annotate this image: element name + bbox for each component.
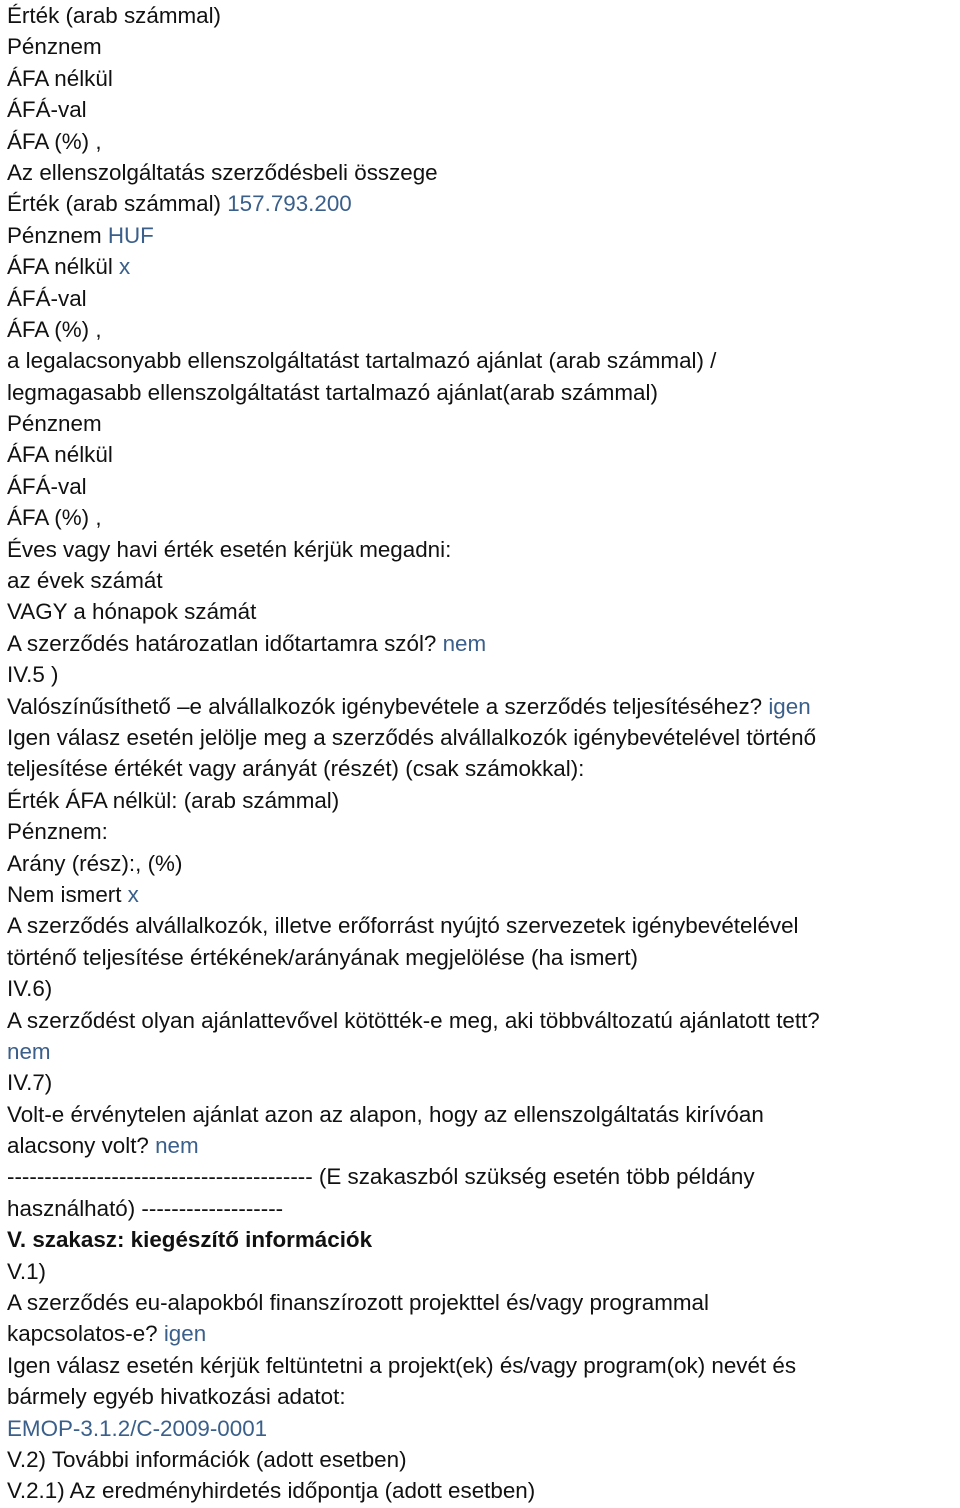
document-line — [7, 0, 957, 31]
document-line — [7, 1036, 957, 1067]
document-line — [7, 1413, 957, 1444]
line-label: használható) ------------------- — [7, 1195, 284, 1221]
line-label: Érték ÁFA nélkül: (arab számmal) — [7, 787, 340, 813]
line-value: nem — [155, 1133, 199, 1159]
line-label: Arány (rész):, (%) — [7, 850, 183, 876]
line-label: V.2.1) Az eredményhirdetés időpontja (adott esetben) — [7, 1478, 536, 1504]
document-line — [7, 1193, 957, 1224]
document-line — [7, 1005, 957, 1036]
line-label: V.1) — [7, 1258, 47, 1284]
line-label: Pénznem — [7, 411, 102, 437]
line-label: ÁFÁ-val — [7, 473, 87, 499]
document-line — [7, 659, 957, 690]
document-line — [7, 816, 957, 847]
document-line — [7, 1381, 957, 1412]
document-line — [7, 63, 957, 94]
document-line — [7, 157, 957, 188]
line-label: az évek számát — [7, 568, 163, 594]
document-line — [7, 596, 957, 627]
line-label: Valószínűsíthető –e alvállalkozók igénybevétele a szerződés teljesítéséhez? — [7, 693, 769, 719]
document-line — [7, 1256, 957, 1287]
document-line — [7, 1350, 957, 1381]
line-label: kapcsolatos-e? — [7, 1321, 164, 1347]
line-label: Igen válasz esetén kérjük feltüntetni a projekt(ek) és/vagy program(ok) nevét és — [7, 1352, 797, 1378]
line-label: Pénznem — [7, 34, 102, 60]
line-label: ÁFA nélkül — [7, 65, 113, 91]
document-line — [7, 1130, 957, 1161]
line-label: A szerződést olyan ajánlattevővel kötötték-e meg, aki többváltozatú ajánlatott tett? — [7, 1007, 820, 1033]
line-label: bármely egyéb hivatkozási adatot: — [7, 1384, 346, 1410]
line-label: A szerződés alvállalkozók, illetve erőforrást nyújtó szervezetek igénybevételével — [7, 913, 799, 939]
line-label: Pénznem — [7, 222, 108, 248]
document-line — [7, 628, 957, 659]
line-label: ÁFA (%) , — [7, 505, 102, 531]
document-line — [7, 251, 957, 282]
line-value: 157.793.200 — [227, 191, 352, 217]
line-label: ÁFÁ-val — [7, 97, 87, 123]
document-line — [7, 534, 957, 565]
line-label: ÁFA nélkül — [7, 254, 120, 280]
document-line — [7, 910, 957, 941]
line-label: Volt-e érvénytelen ajánlat azon az alapon, hogy az ellenszolgáltatás kirívóan — [7, 1101, 764, 1127]
line-label: VAGY a hónapok számát — [7, 599, 257, 625]
line-label: V. szakasz: kiegészítő információk — [7, 1227, 373, 1253]
document-line — [7, 1161, 957, 1192]
document-line — [7, 283, 957, 314]
document-line — [7, 1067, 957, 1098]
line-value: igen — [163, 1321, 207, 1347]
line-label: IV.6) — [7, 976, 53, 1002]
line-label: teljesítése értékét vagy arányát (részét) (csak számokkal): — [7, 756, 585, 782]
document-line — [7, 31, 957, 62]
document-line — [7, 879, 957, 910]
line-label: történő teljesítése értékének/arányának megjelölése (ha ismert) — [7, 944, 638, 970]
line-label: V.2) További információk (adott esetben) — [7, 1446, 407, 1472]
line-label: ÁFA (%) , — [7, 128, 102, 154]
line-value: HUF — [107, 222, 154, 248]
document-line — [7, 377, 957, 408]
document-line — [7, 188, 957, 219]
document-line — [7, 848, 957, 879]
document-line — [7, 753, 957, 784]
document-line — [7, 1099, 957, 1130]
document-line — [7, 785, 957, 816]
line-label: Nem ismert — [7, 881, 128, 907]
line-label: alacsony volt? — [7, 1133, 156, 1159]
document-line — [7, 691, 957, 722]
document-line — [7, 94, 957, 125]
document-line — [7, 942, 957, 973]
line-value: EMOP-3.1.2/C-2009-0001 — [7, 1415, 268, 1441]
line-label: IV.5 ) — [7, 662, 59, 688]
line-label: Éves vagy havi érték esetén kérjük megadni: — [7, 536, 452, 562]
document-line — [7, 1475, 957, 1506]
line-value: x — [127, 881, 139, 907]
document-line — [7, 126, 957, 157]
document-line — [7, 314, 957, 345]
document-line — [7, 471, 957, 502]
line-label: IV.7) — [7, 1070, 53, 1096]
document-line — [7, 220, 957, 251]
document-line — [7, 722, 957, 753]
line-label: a legalacsonyabb ellenszolgáltatást tartalmazó ajánlat (arab számmal) / — [7, 348, 717, 374]
document-line — [7, 1444, 957, 1475]
line-value: nem — [7, 1038, 51, 1064]
line-label: A szerződés határozatlan időtartamra szól? — [7, 630, 443, 656]
line-label: ----------------------------------------- (E szakaszból szükség esetén több példány — [7, 1164, 755, 1190]
document-line — [7, 1287, 957, 1318]
document-line — [7, 502, 957, 533]
section-heading — [7, 1224, 957, 1255]
document-line — [7, 973, 957, 1004]
line-label: ÁFA (%) , — [7, 316, 102, 342]
line-label: Igen válasz esetén jelölje meg a szerződés alvállalkozók igénybevételével történő — [7, 724, 817, 750]
line-label: Érték (arab számmal) — [7, 3, 222, 28]
line-value: nem — [442, 630, 487, 656]
document-line — [7, 408, 957, 439]
line-label: Az ellenszolgáltatás szerződésbeli összege — [7, 159, 438, 185]
document-line — [7, 565, 957, 596]
line-label: Érték (arab számmal) — [7, 191, 228, 217]
document-line — [7, 439, 957, 470]
line-value: igen — [768, 693, 811, 719]
line-label: ÁFÁ-val — [7, 285, 87, 311]
line-label: A szerződés eu-alapokból finanszírozott projekttel és/vagy programmal — [7, 1290, 709, 1316]
document-body — [7, 0, 957, 1507]
document-line — [7, 1318, 957, 1349]
document-line — [7, 345, 957, 376]
line-value: x — [119, 254, 131, 280]
line-label: ÁFA nélkül — [7, 442, 113, 468]
line-label: legmagasabb ellenszolgáltatást tartalmazó ajánlat(arab számmal) — [7, 379, 658, 405]
line-label: Pénznem: — [7, 819, 108, 845]
